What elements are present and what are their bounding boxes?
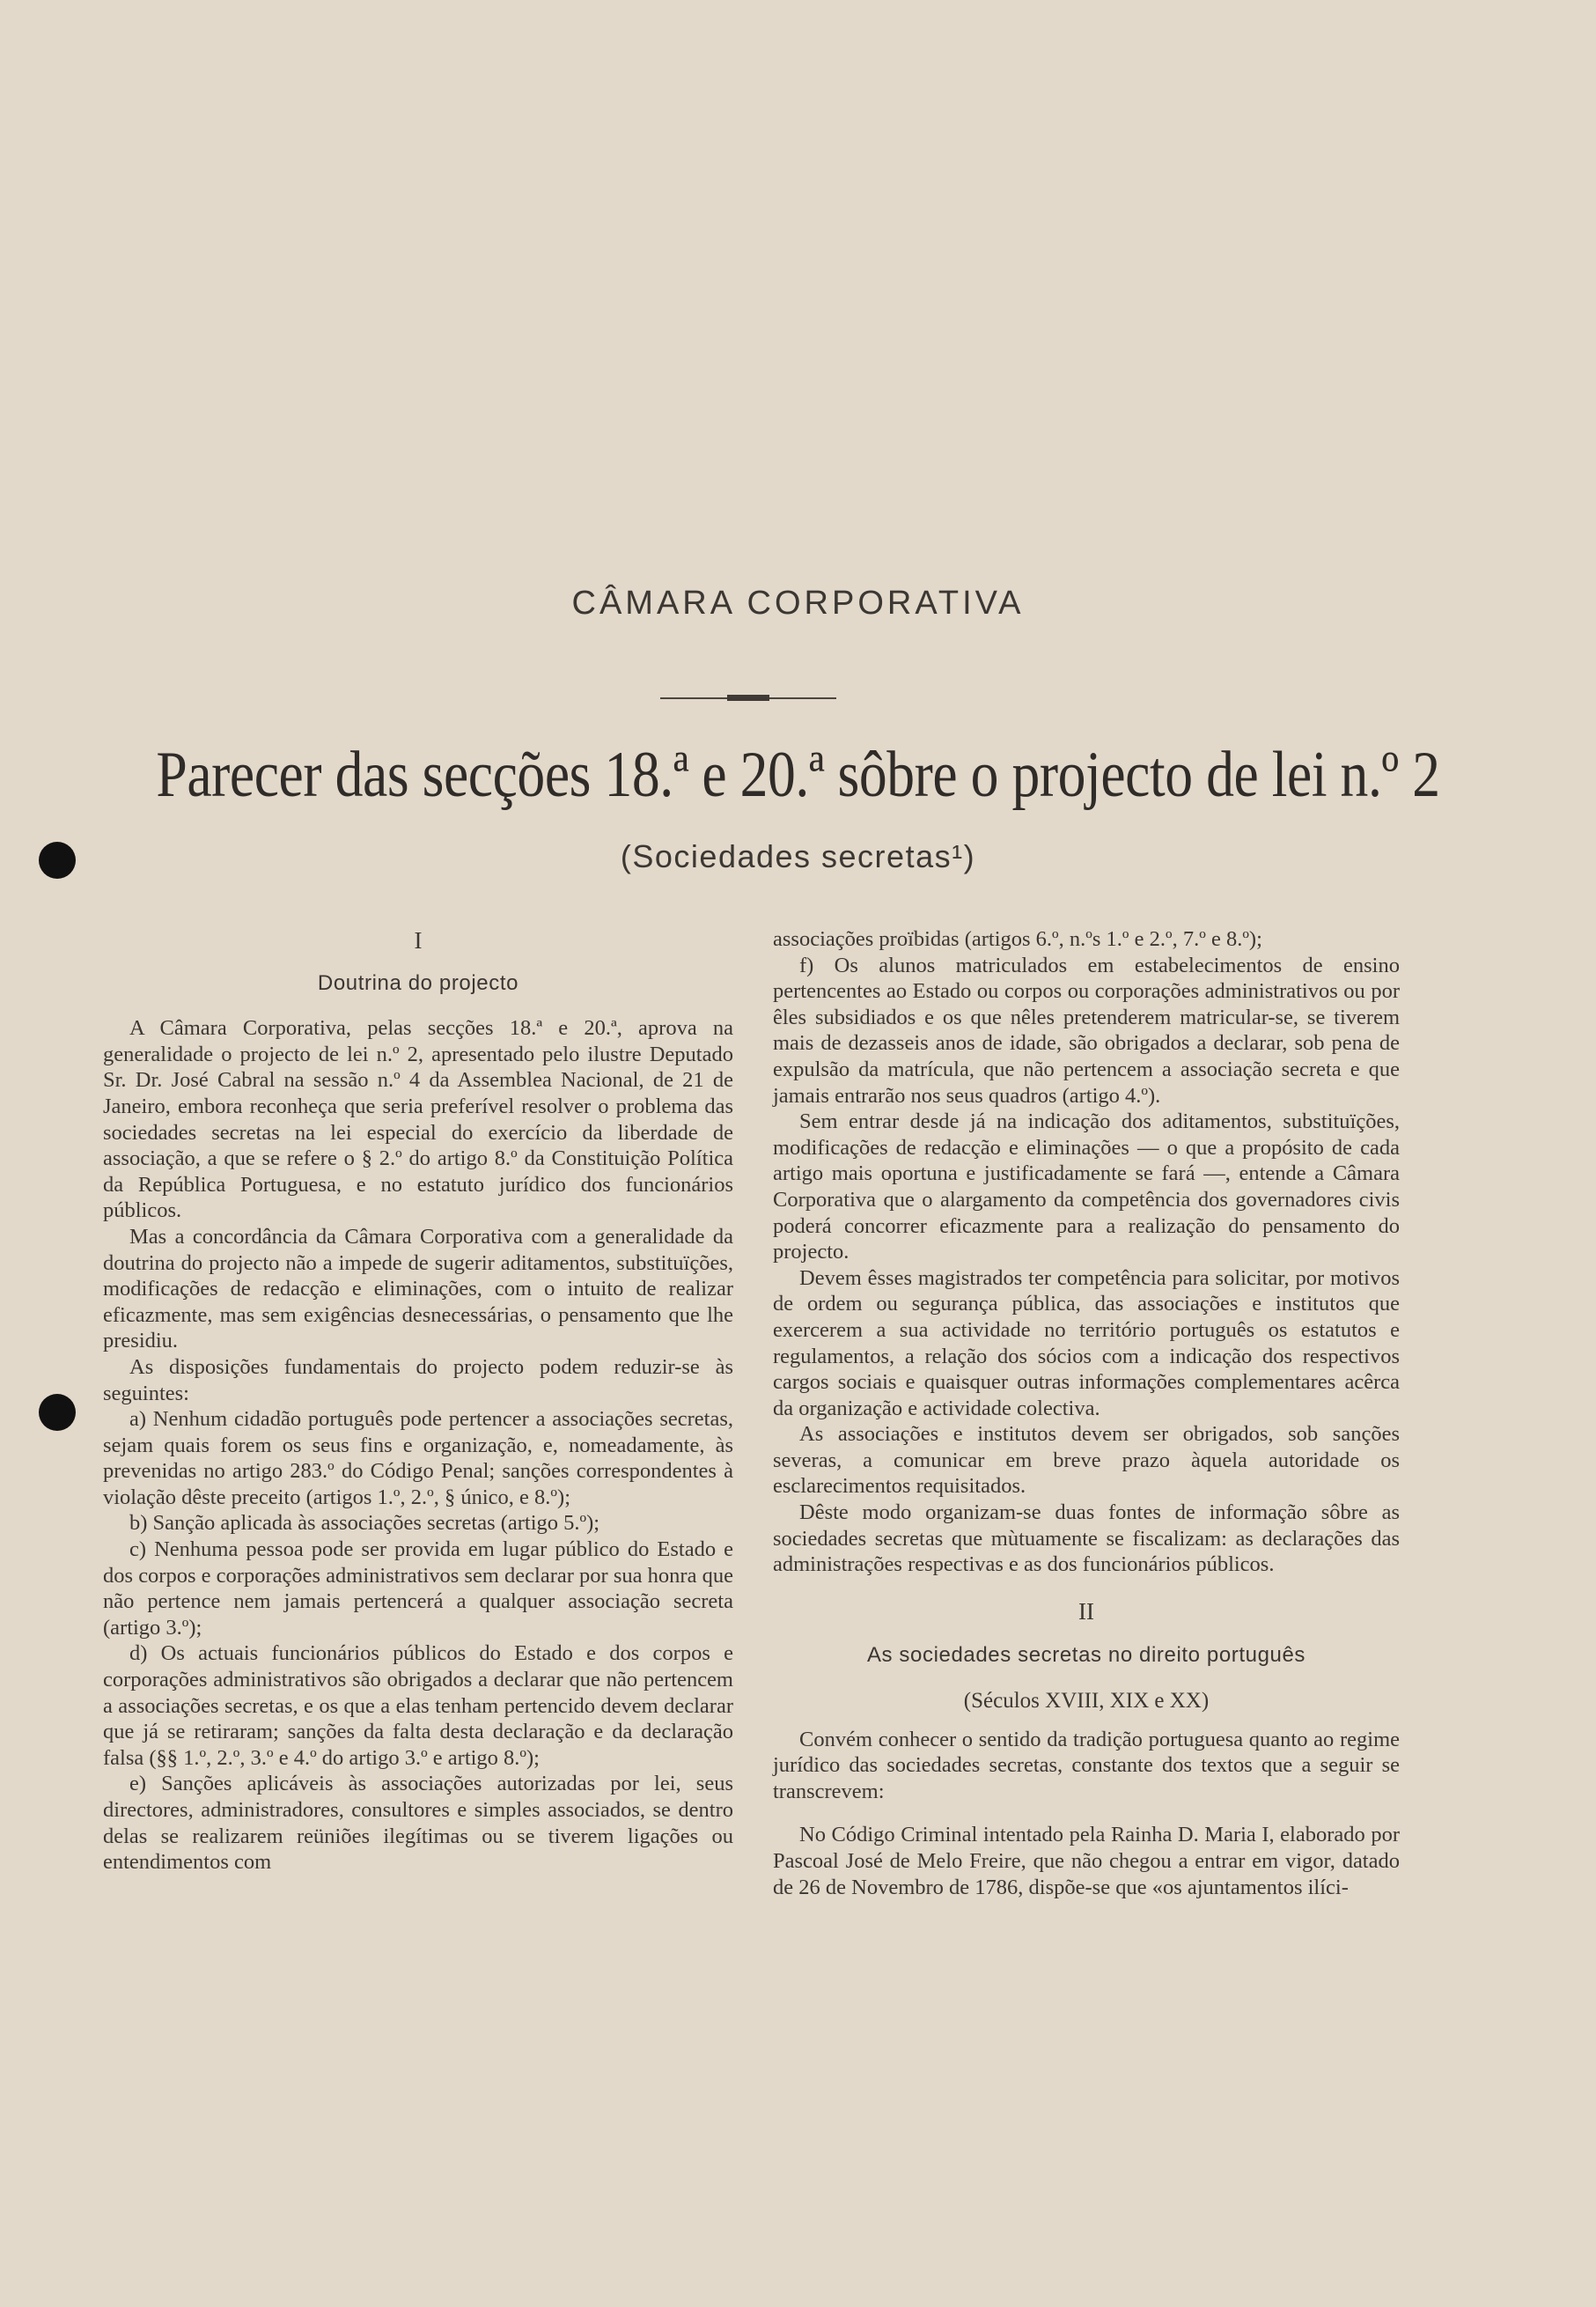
paragraph: A Câmara Corporativa, pelas secções 18.ª e 20.ª, aprova na generalidade o projecto de lei n.º 2, apresentado pelo ilustre Deputado Sr. Dr. José Cabral na sessão n.º 4 da Assemblea Nacional, de 21 de Janeiro, embora reconheça que seria preferível resolver o problema das sociedades secretas na lei especial do exercício da liberdade de associação, a que se refere o § 2.º do artigo 8.º da Constituição Política da República Portuguesa, e no estatuto jurídico dos funcionários públicos. [103,1016,733,1223]
section-number: I [414,927,423,954]
ornamental-rule [660,697,836,699]
paragraph: No Código Criminal intentado pela Rainha D. Maria I, elaborado por Pascoal José de Melo Freire, que não chegou a entrar em vigor, datado de 26 de Novembro de 1786, dispõe-se que «os ajuntamentos ilíci- [773,1823,1400,1899]
chamber-name: CÂMARA CORPORATIVA [571,585,1025,622]
paragraph: associações proïbidas (artigos 6.º, n.ºs 1.º e 2.º, 7.º e 8.º); [773,927,1262,951]
section-heading: As sociedades secretas no direito português [866,1643,1306,1668]
left-column [103,926,733,1876]
section-number: II [1078,1597,1094,1625]
paragraph: d) Os actuais funcionários públicos do Estado e dos corpos e corporações administrativos são obrigados a declarar que não pertencem a associações secretas, e os que a elas tenham pertencido devem declarar que já se retiraram; sanções da falta desta declaração e da declaração falsa (§§ 1.º, 2.º, 3.º e 4.º do artigo 3.º e artigo 8.º); [103,1641,733,1770]
paragraph: f) Os alunos matriculados em estabelecimentos de ensino pertencentes ao Estado ou corpos ou corporações administrativos ou por êles subsidiados e os que nêles pretenderem matricular-se, se tiverem mais de dezasseis anos de idade, são obrigados a declarar, sob pena de expulsão da matrícula, que não pertencem a associação secreta e que jamais entrarão nos seus quadros (artigo 4.º). [773,953,1400,1108]
paragraph: Sem entrar desde já na indicação dos aditamentos, substituïções, modificações de redacção e eliminações — o que a propósito de cada artigo mais oportuna e justificadamente se fará —, entende a Câmara Corporativa que o alargamento da competência dos governadores civis poderá concorrer eficazmente para a realização do pensamento do projecto. [773,1109,1400,1264]
right-column [773,926,1400,1900]
paragraph: b) Sanção aplicada às associações secretas (artigo 5.º); [129,1511,600,1536]
paragraph: Dêste modo organizam-se duas fontes de informação sôbre as sociedades secretas que mùtuamente se fiscalizam: as declarações das administrações respectivas e as dos funcionários públicos. [773,1500,1400,1577]
document-subtitle: (Sociedades secretas¹) [620,838,976,874]
document-title: Parecer das secções 18.ª e 20.ª sôbre o projecto de lei n.º 2 [156,739,1440,811]
paragraph: Convém conhecer o sentido da tradição portuguesa quanto ao regime jurídico das sociedades secretas, constante dos textos que a seguir se transcrevem: [773,1727,1400,1803]
paragraph: c) Nenhuma pessoa pode ser provida em lugar público do Estado e dos corpos e corporações administrativos sem declarar por sua honra que não pertence nem jamais pertencerá a qualquer associação secreta (artigo 3.º); [103,1537,733,1640]
paragraph: Devem êsses magistrados ter competência para solicitar, por motivos de ordem ou segurança pública, das associações e institutos que exercerem a sua actividade no território português os estatutos e regulamentos, a relação dos sócios com a indicação dos respectivos cargos sociais e quaisquer outras informações complementares acêrca da organização e actividade colectiva. [773,1265,1400,1420]
section-subheading: (Séculos XVIII, XIX e XX) [963,1689,1210,1714]
punch-hole [39,1394,76,1431]
paragraph: e) Sanções aplicáveis às associações autorizadas por lei, seus directores, administradores, consultores e simples associados, se dentro delas se realizarem reüniões ilegítimas ou se tiverem ligações ou entendimentos com [103,1772,733,1875]
paragraph: a) Nenhum cidadão português pode pertencer a associações secretas, sejam quais forem os seus fins e organização, e, nomeadamente, às prevenidas no artigo 283.º do Código Penal; sanções correspondentes à violação dêste preceito (artigos 1.º, 2.º, § único, e 8.º); [103,1407,733,1509]
paragraph: As associações e institutos devem ser obrigados, sob sanções severas, a comunicar em breve prazo àquela autoridade os esclarecimentos requisitados. [773,1422,1400,1499]
paragraph: Mas a concordância da Câmara Corporativa com a generalidade da doutrina do projecto não a impede de sugerir aditamentos, substituïções, modificações de redacção e eliminações, com o intuito de realizar eficazmente, mas sem exigências desnecessárias, o pensamento que lhe presidiu. [103,1224,733,1353]
paragraph: As disposições fundamentais do projecto podem reduzir-se às seguintes: [103,1354,733,1405]
section-heading: Doutrina do projecto [317,970,519,995]
